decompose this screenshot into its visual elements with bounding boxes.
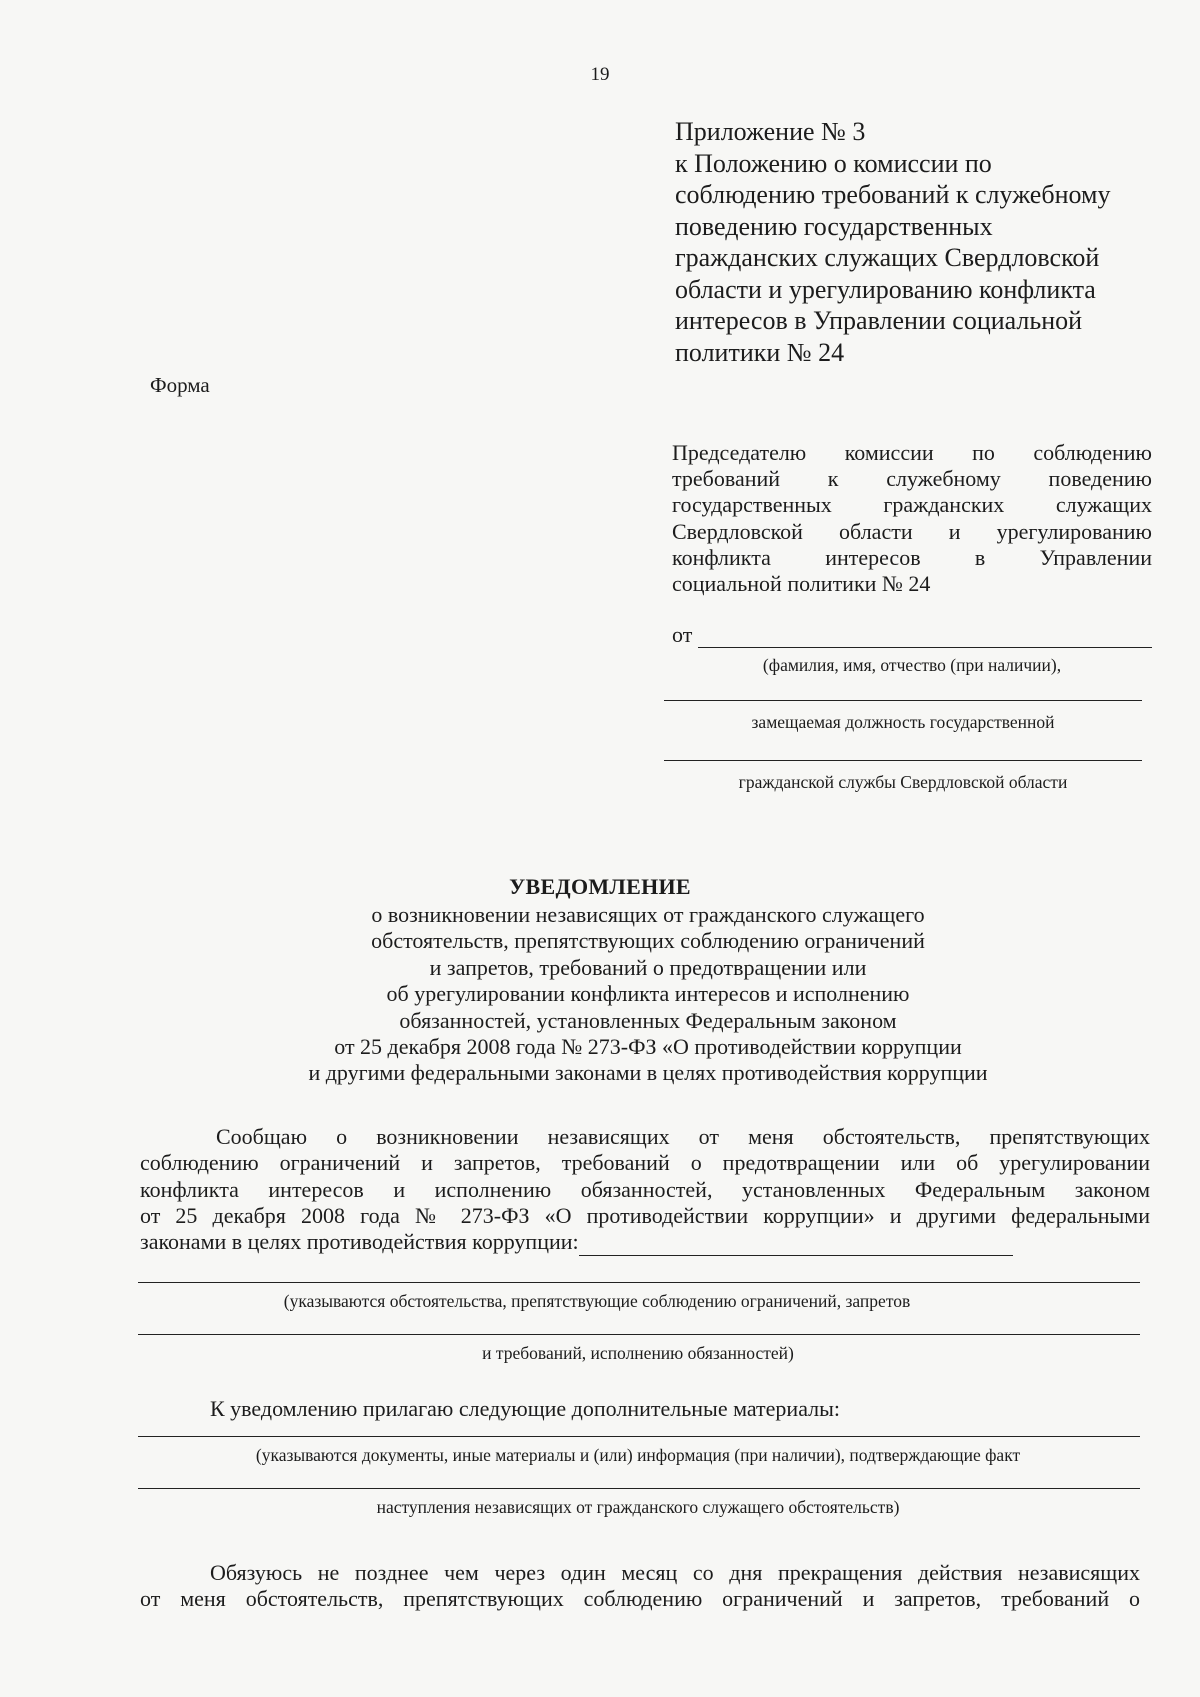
appendix-line: интересов в Управлении социальной	[675, 306, 1083, 335]
subtitle-line: обязанностей, установленных Федеральным законом	[399, 1007, 897, 1033]
addressee-line: конфликта интересов в Управлении	[672, 544, 1152, 570]
addressee-block	[672, 440, 1152, 597]
paragraph-last-line	[140, 1229, 1150, 1256]
subtitle-line: обстоятельств, препятствующих соблюдению ограничений	[371, 928, 925, 954]
paragraph-notification	[140, 1124, 1150, 1256]
blank-line	[138, 1488, 1140, 1489]
subtitle-line: об урегулировании конфликта интересов и исполнению	[386, 981, 910, 1007]
subtitle-line: и запретов, требований о предотвращении или	[429, 954, 867, 980]
blank-line	[138, 1436, 1140, 1437]
field-caption: (указываются обстоятельства, препятствующие соблюдению ограничений, запретов	[283, 1291, 911, 1311]
from-field	[672, 622, 1152, 648]
form-label: Форма	[150, 373, 210, 397]
appendix-line: соблюдению требований к служебному	[675, 180, 1111, 209]
subtitle-line: и другими федеральными законами в целях противодействия коррупции	[308, 1060, 988, 1086]
field-caption: (фамилия, имя, отчество (при наличии),	[762, 655, 1062, 675]
blank-line	[664, 760, 1142, 761]
field-caption: наступления независящих от гражданского служащего обстоятельств)	[376, 1497, 900, 1517]
appendix-line: гражданских служащих Свердловской	[675, 243, 1100, 272]
document-title: УВЕДОМЛЕНИЕ	[509, 874, 691, 899]
document-subtitle	[0, 902, 1200, 1087]
appendix-line: политики № 24	[675, 337, 845, 367]
paragraph-line: Обязуюсь не позднее чем через один месяц со дня прекращения действия независящих	[210, 1560, 1140, 1585]
field-caption: замещаемая должность государственной	[751, 712, 1055, 732]
addressee-line: Председателю комиссии по соблюдению	[672, 440, 1152, 465]
field-caption: (указываются документы, иные материалы и (или) информация (при наличии), подтверждающие факт	[255, 1445, 1021, 1465]
blank-line	[664, 700, 1142, 701]
paragraph-line: от меня обстоятельств, препятствующих соблюдению ограничений и запретов, требований о	[140, 1586, 1140, 1612]
page-number: 19	[590, 64, 610, 85]
addressee-line: Свердловской области и урегулированию	[672, 518, 1152, 544]
paragraph-line: законами в целях противодействия коррупции:	[140, 1229, 579, 1255]
subtitle-line: от 25 декабря 2008 года № 273-ФЗ «О противодействии коррупции	[334, 1034, 962, 1060]
blank-line	[138, 1334, 1140, 1335]
addressee-line: государственных гражданских служащих	[672, 492, 1152, 518]
paragraph-line: от 25 декабря 2008 года № 273-ФЗ «О противодействии коррупции» и другими федеральными	[140, 1202, 1150, 1228]
paragraph-line: конфликта интересов и исполнению обязанностей, установленных Федеральным законом	[140, 1176, 1150, 1202]
field-caption: гражданской службы Свердловской области	[738, 772, 1068, 792]
appendix-line: к Положению о комиссии по	[675, 148, 992, 178]
paragraph-line: Сообщаю о возникновении независящих от меня обстоятельств, препятствующих	[216, 1124, 1150, 1149]
appendix-line: области и урегулированию конфликта	[675, 274, 1096, 304]
addressee-line: требований к служебному поведению	[672, 466, 1152, 492]
attachments-label: К уведомлению прилагаю следующие дополнительные материалы:	[210, 1396, 841, 1421]
appendix-line: Приложение № 3	[675, 117, 866, 146]
addressee-line: социальной политики № 24	[672, 571, 931, 597]
blank-line	[138, 1282, 1140, 1283]
paragraph-line: соблюдению ограничений и запретов, требований о предотвращении или об урегулировании	[140, 1150, 1150, 1176]
from-label: от	[672, 622, 693, 647]
paragraph-obligation	[140, 1560, 1140, 1613]
field-caption: и требований, исполнению обязанностей)	[482, 1343, 794, 1363]
subtitle-line: о возникновении независящих от гражданского служащего	[371, 902, 925, 927]
appendix-line: поведению государственных	[675, 211, 993, 241]
circumstances-blank	[579, 1229, 1013, 1256]
appendix-header	[675, 116, 1175, 368]
from-name-blank	[698, 625, 1152, 648]
